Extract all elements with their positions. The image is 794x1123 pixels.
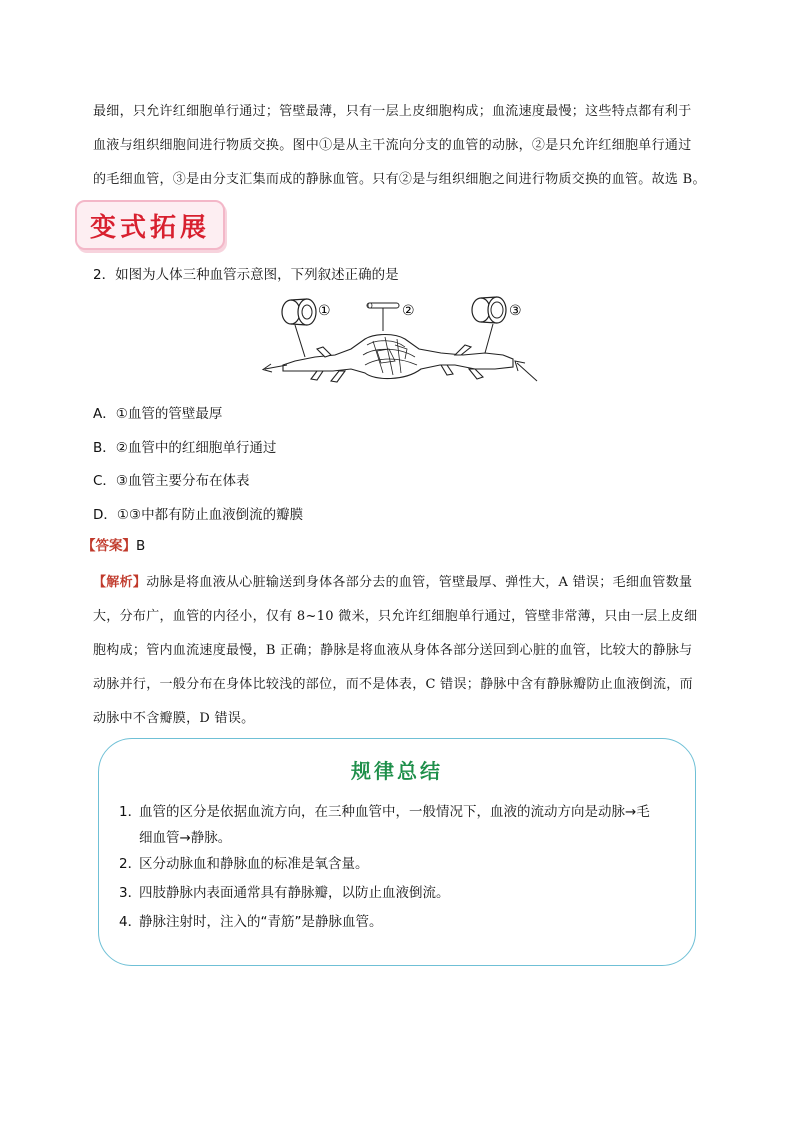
vessel-network [283,335,513,383]
section-banner-title: 变式拓展 [89,212,210,243]
summary-rule-1 [119,799,650,851]
text-line: 最细，只允许红细胞单行通过；管壁最薄，只有一层上皮细胞构成；血流速度最慢；这些特点都有利于 [93,104,692,119]
summary-title: 规律总结 [351,759,443,783]
answer-value: B [136,538,146,554]
analysis-text: 动脉是将血液从心脏输送到身体各部分去的血管，管壁最厚、弹性大，A 错误；毛细血管数量 [146,575,693,590]
summary-rule-4 [119,909,383,935]
artery-cross-section [282,299,316,325]
rule-text: 四肢静脉内表面通常具有静脉瓣，以防止血液倒流。 [139,885,450,901]
blood-vessel-diagram [255,285,555,385]
figure-label-3: ③ [509,303,522,319]
analysis-label: 【解析】 [93,575,147,590]
option-d: D．①③中都有防止血液倒流的瓣膜 [93,507,304,523]
option-a: A．①血管的管壁最厚 [93,406,223,422]
option-c: C．③血管主要分布在体表 [93,473,250,489]
summary-rule-2 [119,851,369,877]
question-stem: 2．如图为人体三种血管示意图，下列叙述正确的是 [93,267,399,283]
text-line: 大，分布广，血管的内径小，仅有 8~10 微米，只允许红细胞单行通过，管壁非常薄，只由一层上皮细 [93,609,698,624]
option-b: B．②血管中的红细胞单行通过 [93,440,277,456]
rule-text: 静脉注射时，注入的“青筋”是静脉血管。 [139,914,383,930]
rule-text: 血管的区分是依据血流方向，在三种血管中，一般情况下，血液的流动方向是动脉→毛 [139,804,650,820]
text-line: 胞构成；管内血流速度最慢，B 正确；静脉是将血液从身体各部分送回到心脏的血管，比较大的静脉与 [93,643,693,658]
rule-text-continued: 细血管→静脉。 [139,830,232,846]
summary-rule-3 [119,880,450,906]
rule-text: 区分动脉血和静脉血的标准是氧含量。 [139,856,369,872]
figure-label-1: ① [318,303,331,319]
text-line: 血液与组织细胞间进行物质交换。图中①是从主干流向分支的血管的动脉，②是只允许红细胞单行通过 [93,138,692,153]
figure-label-2: ② [402,303,415,319]
text-line: 的毛细血管，③是由分支汇集而成的静脉血管。只有②是与组织细胞之间进行物质交换的血管。故选 B。 [93,172,706,187]
previous-explanation [93,95,723,197]
capillary-cross-section [367,303,399,308]
analysis [93,566,723,736]
rule-number: 2． [119,856,142,872]
section-banner [75,200,225,250]
rule-number: 3． [119,885,142,901]
answer-label: 【答案】 [82,538,136,554]
text-line: 动脉中不含瓣膜，D 错误。 [93,711,255,726]
summary-box [98,738,696,966]
text-line: 动脉并行，一般分布在身体比较浅的部位，而不是体表，C 错误；静脉中含有静脉瓣防止血液倒流，而 [93,677,693,692]
answer-line [82,534,145,554]
text-line [93,566,723,600]
rule-number: 1． [119,804,142,820]
vein-cross-section [472,297,506,323]
arrow-up-left-icon [515,361,537,381]
rule-number: 4． [119,914,142,930]
